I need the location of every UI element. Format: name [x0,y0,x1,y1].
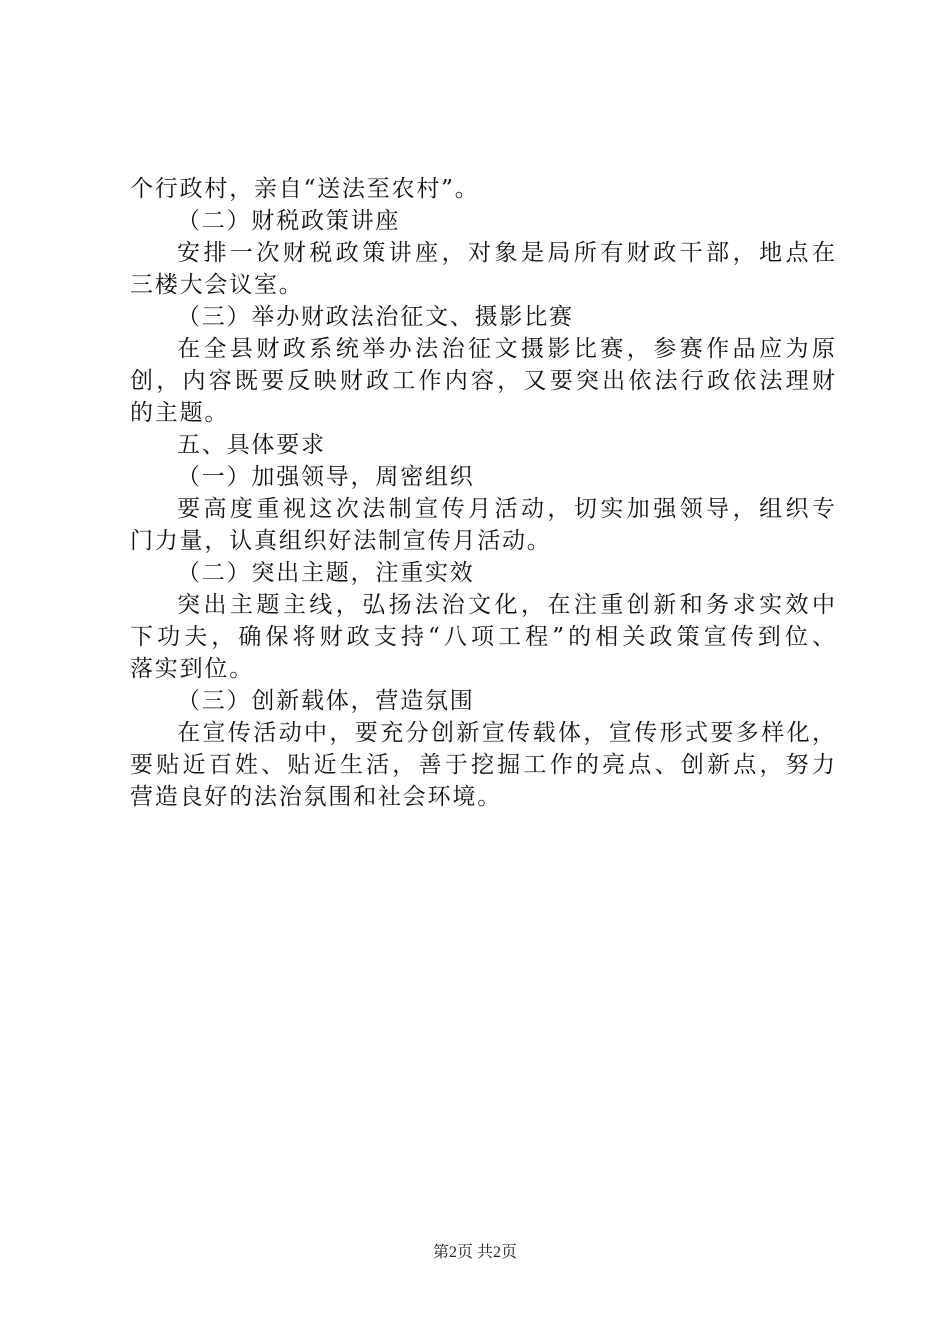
document-body [130,173,835,813]
section-heading: （三）举办财政法治征文、摄影比赛 [177,304,574,330]
paragraph-line: 要贴近百姓、贴近生活，善于挖掘工作的亮点、创新点，努力 [130,752,835,778]
paragraph-line: 在全县财政系统举办法治征文摄影比赛，参赛作品应为原 [177,336,835,362]
section-heading: （二）财税政策讲座 [177,208,401,234]
paragraph-line: 门力量，认真组织好法制宣传月活动。 [130,528,552,554]
paragraph-line: 要高度重视这次法制宣传月活动，切实加强领导，组织专 [177,496,835,522]
paragraph-line: 安排一次财税政策讲座，对象是局所有财政干部，地点在 [177,240,835,266]
paragraph-line: 落实到位。 [130,656,254,682]
section-heading: 五、具体要求 [177,432,326,458]
section-heading: （二）突出主题，注重实效 [177,560,475,586]
page-number-footer: 第2页 共2页 [432,1244,517,1261]
paragraph-line: 创，内容既要反映财政工作内容，又要突出依法行政依法理财 [130,368,835,394]
paragraph-line: 的主题。 [130,400,230,426]
paragraph-line: 在宣传活动中，要充分创新宣传载体，宣传形式要多样化， [177,720,835,746]
paragraph-line: 下功夫，确保将财政支持“八项工程”的相关政策宣传到位、 [130,624,835,650]
paragraph-line: 三楼大会议室。 [130,272,304,298]
paragraph-line: 突出主题主线，弘扬法治文化，在注重创新和务求实效中 [177,592,835,618]
section-heading: （一）加强领导，周密组织 [177,464,475,490]
section-heading: （三）创新载体，营造氛围 [177,688,475,714]
paragraph-line: 个行政村，亲自“送法至农村”。 [130,176,480,202]
paragraph-line: 营造良好的法治氛围和社会环境。 [130,784,502,810]
